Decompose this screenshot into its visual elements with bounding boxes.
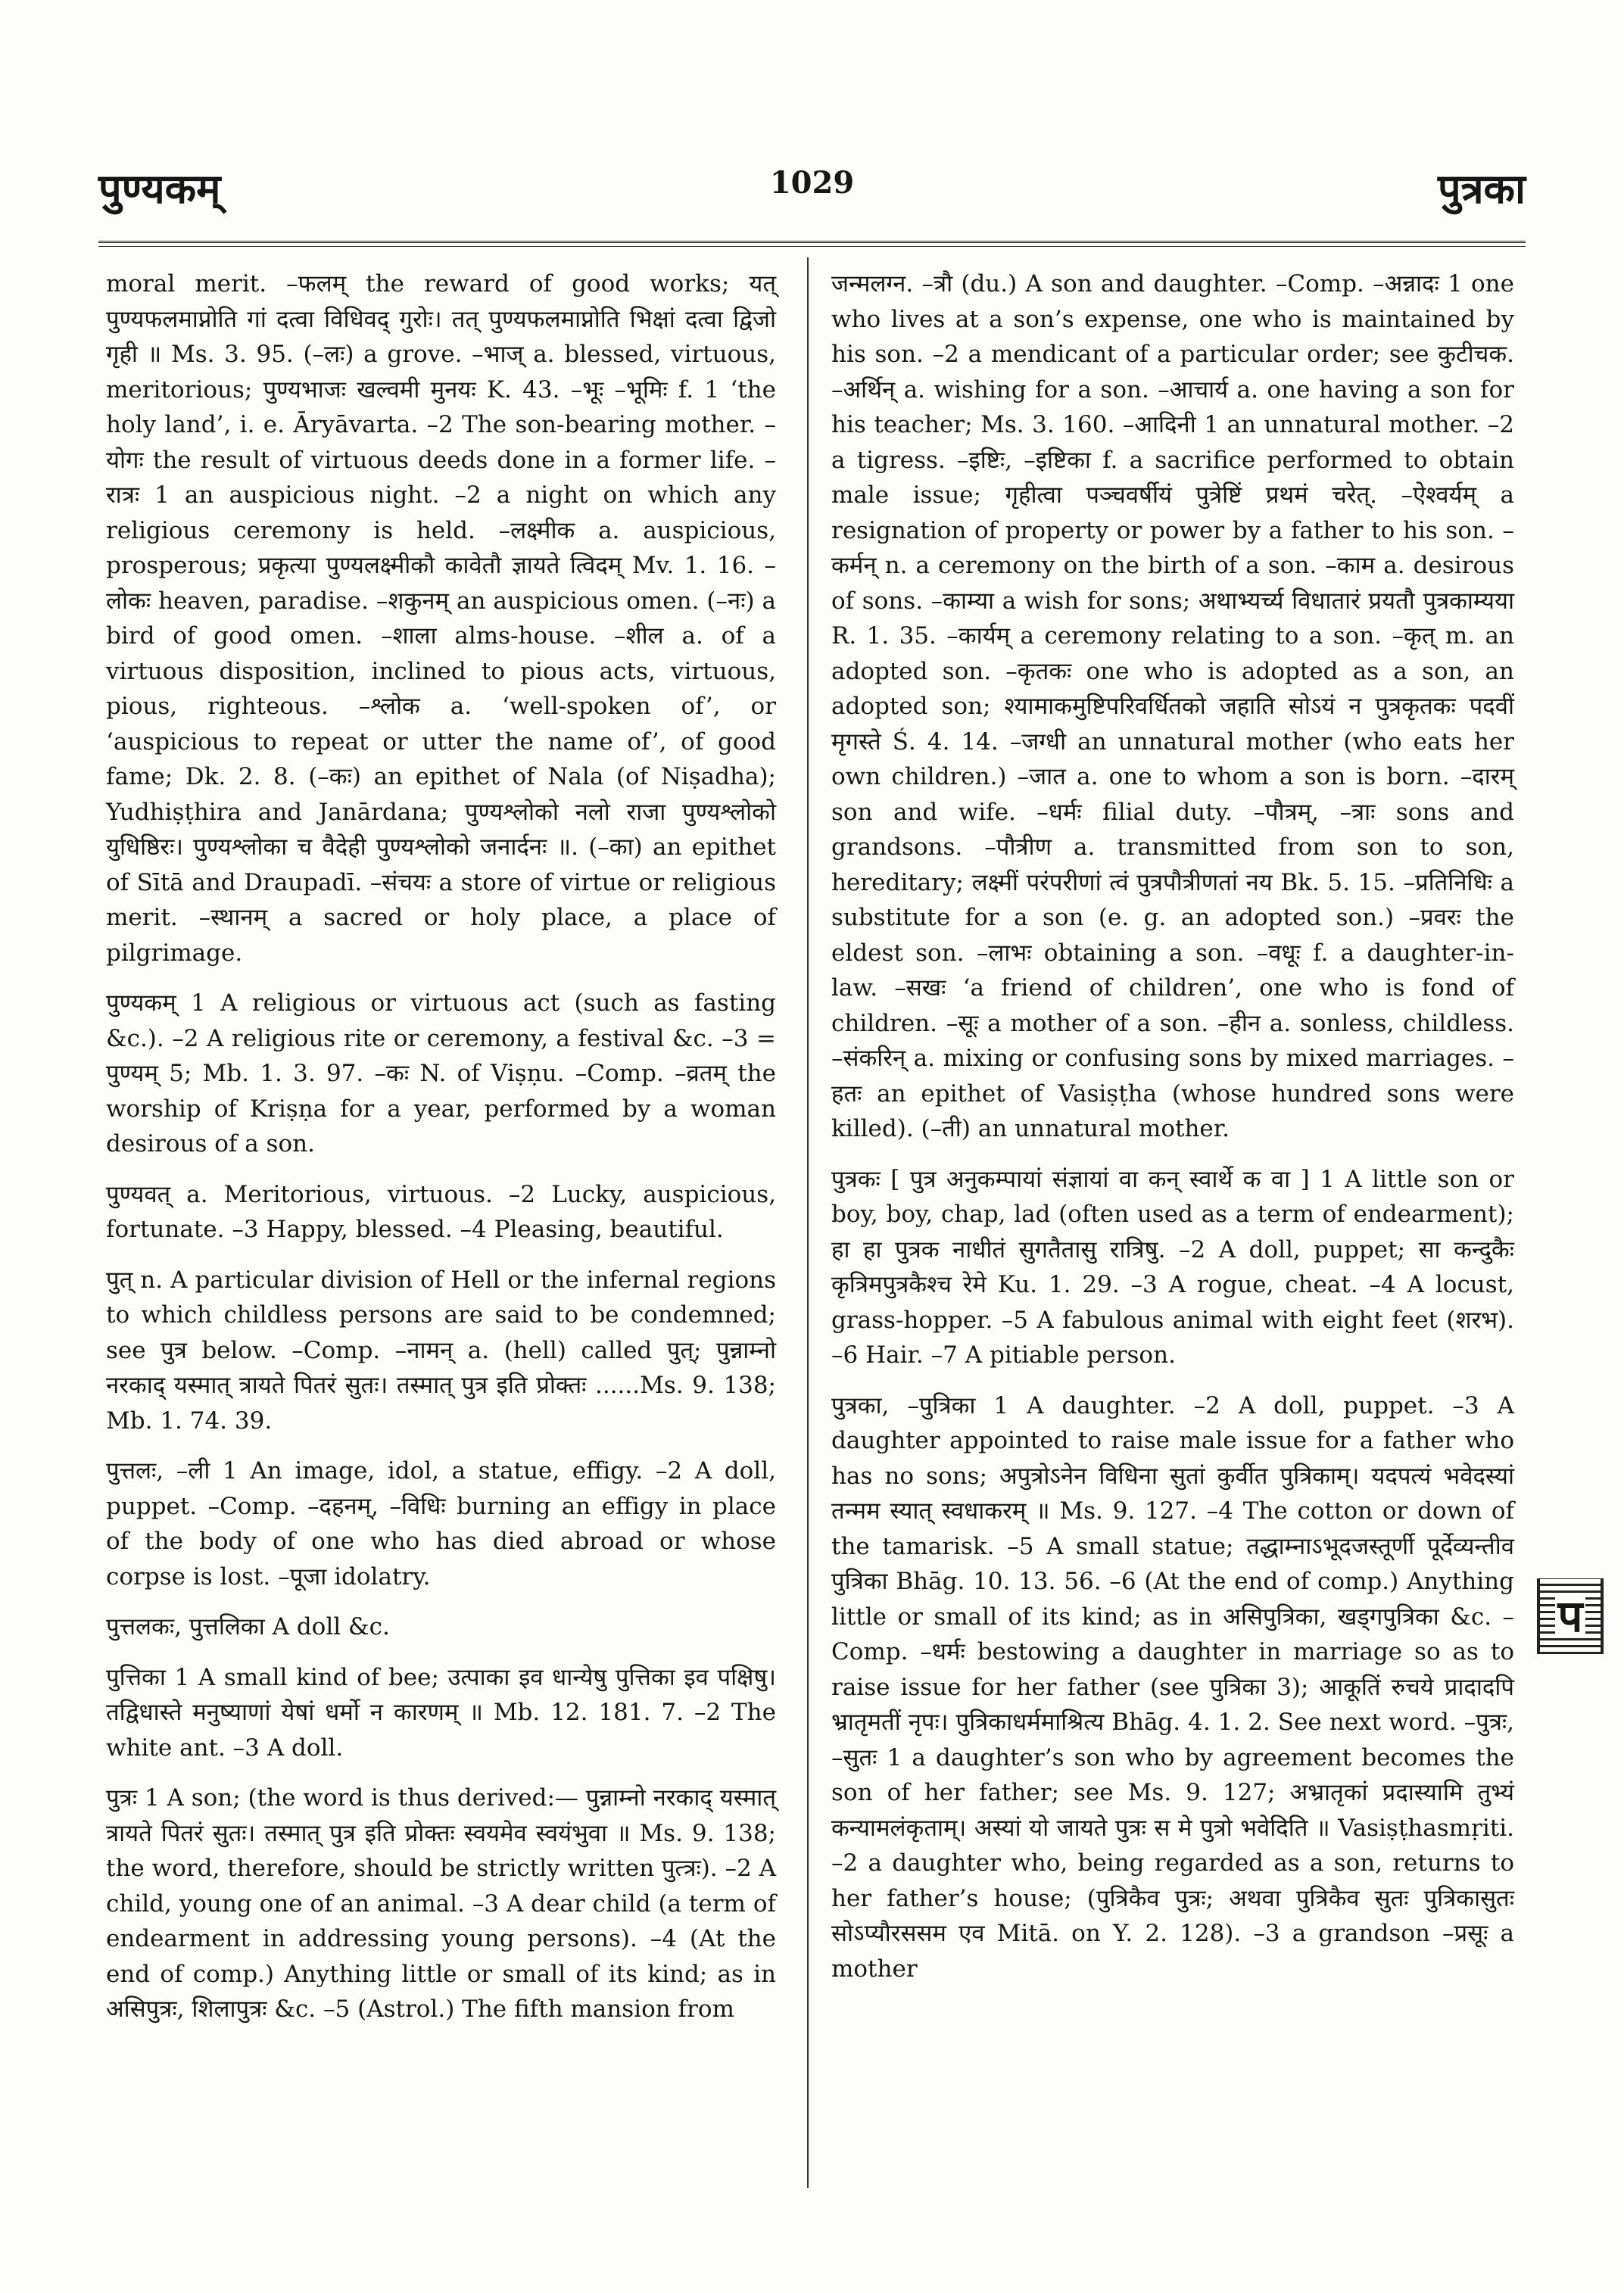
page-number: 1029 [769, 165, 855, 201]
entry-putra: पुत्रः 1 A son; (the word is thus derived:— पुन्नाम्नो नरकाद् यस्मात् त्रायते पितरं सुतः। तस्मात् पुत्र इति प्रोक्तः स्वयमेव स्वयंभुवा ॥ Ms. 9. 138; the word, therefore, should be strictly written पुत्त्रः). –2 A child, young one of an animal. –3 A dear child (a term of endearment in addressing young persons). –4 (At the end of comp.) Anything little or small of its kind; as in असिपुत्रः, शिलापुत्रः &c. –5 (Astrol.) The fifth mansion from [106, 1784, 776, 2023]
column-divider [807, 257, 809, 2188]
entry-puttalaka: पुत्तलकः, पुत्तलिका A doll &c. [106, 1613, 390, 1640]
entry-putraka: पुत्रकः [ पुत्र अनुकम्पायां संज्ञायां वा कन् स्वार्थे क वा ] 1 A little son or boy, boy, chap, lad (often used as a term of endearment); हा हा पुत्रक नाधीतं सुगतैतासु रात्रिषु. –2 A doll, puppet; सा कन्दुकैः कृत्रिमपुत्रकैश्च रेमे Ku. 1. 29. –3 A rogue, cheat. –4 A locust, grass-hopper. –5 A fabulous animal with eight feet (शरभ). –6 Hair. –7 A pitiable person. [831, 1165, 1514, 1369]
running-header [98, 159, 1526, 227]
entry-continuation: moral merit. –फलम् the reward of good works; यत् पुण्यफलमाप्नोति गां दत्वा विधिवद् गुरोः। तत् पुण्यफलमाप्नोति भिक्षां दत्वा द्विजो गृही ॥ Ms. 3. 95. (–लः) a grove. –भाज् a. blessed, virtuous, meritorious; पुण्यभाजः खल्वमी मुनयः K. 43. –भूः –भूमिः f. 1 ‘the holy land’, i. e. Āryāvarta. –2 The son-bearing mother. –योगः the result of virtuous deeds done in a former life. –रात्रः 1 an auspicious night. –2 a night on which any religious ceremony is held. –लक्ष्मीक a. auspicious, prosperous; प्रकृत्या पुण्यलक्ष्मीकौ कावेतौ ज्ञायते त्विदम् Mv. 1. 16. –लोकः heaven, paradise. –शकुनम् an auspicious omen. (–नः) a bird of good omen. –शाला alms-house. –शील a. of a virtuous disposition, inclined to pious acts, virtuous, pious, righteous. –श्लोक a. ‘well-spoken of’, or ‘auspicious to repeat or utter the name of’, of good fame; Dk. 2. 8. (–कः) an epithet of Nala (of Niṣadha); Yudhiṣṭhira and Janārdana; पुण्यश्लोको नलो राजा पुण्यश्लोको युधिष्ठिरः। पुण्यश्लोका च वैदेही पुण्यश्लोको जनार्दनः ॥. (–का) an epithet of Sītā and Draupadī. –संचयः a store of virtue or religious merit. –स्थानम् a sacred or holy place, a place of pilgrimage. [106, 270, 776, 967]
right-guide-word: पुत्रका [1438, 164, 1526, 213]
thumb-index-tab [1537, 1578, 1604, 1654]
left-guide-word: पुण्यकम् [98, 164, 221, 213]
entry-puttika: पुत्तिका 1 A small kind of bee; उत्पाका इव धान्येषु पुत्तिका इव पक्षिषु। तद्विधास्ते मनुष्याणां येषां धर्मो न कारणम् ॥ Mb. 12. 181. 7. –2 The white ant. –3 A doll. [106, 1663, 776, 1762]
entry-put: पुत् n. A particular division of Hell or the infernal regions to which childless persons are said to be condemned; see पुत्र below. –Comp. –नामन् a. (hell) called पुत्; पुन्नाम्नो नरकाद् यस्मात् त्रायते पितरं सुतः। तस्मात् पुत्र इति प्रोक्तः ......Ms. 9. 138; Mb. 1. 74. 39. [106, 1266, 776, 1435]
entry-punyakam: पुण्यकम् 1 A religious or virtuous act (such as fasting &c.). –2 A religious rite or ceremony, a festival &c. –3 = पुण्यम् 5; Mb. 1. 3. 97. –कः N. of Viṣṇu. –Comp. –व्रतम् the worship of Kriṣṇa for a year, performed by a woman desirous of a son. [106, 989, 776, 1157]
entry-puttala: पुत्तलः, –ली 1 An image, idol, a statue, effigy. –2 A doll, puppet. –Comp. –दहनम्, –विधिः burning an effigy in place of the body of one who has died abroad or whose corpse is lost. –पूजा idolatry. [106, 1457, 776, 1590]
left-column [106, 266, 776, 2027]
thumb-index-letter: प [1555, 1594, 1586, 1638]
header-rule [98, 241, 1526, 247]
entry-putrika: पुत्रका, –पुत्रिका 1 A daughter. –2 A doll, puppet. –3 A daughter appointed to raise male issue for a father who has no sons; अपुत्रोऽनेन विधिना सुतां कुर्वीत पुत्रिकाम्। यदपत्यं भवेदस्यां तन्मम स्यात् स्वधाकरम् ॥ Ms. 9. 127. –4 The cotton or down of the tamarisk. –5 A small statue; तद्धाम्नाऽभूदजस्तूर्णी पूर्देव्यन्तीव पुत्रिका Bhāg. 10. 13. 56. –6 (At the end of comp.) Anything little or small of its kind; as in असिपुत्रिका, खड्गपुत्रिका &c. –Comp. –धर्मः bestowing a daughter in marriage so as to raise issue for her father (see पुत्रिका 3); आकूतिं रुचये प्रादादपि भ्रातृमतीं नृपः। पुत्रिकाधर्ममाश्रित्य Bhāg. 4. 1. 2. See next word. –पुत्रः, –सुतः 1 a daughter’s son who by agreement becomes the son of her father; see Ms. 9. 127; अभ्रातृकां प्रदास्यामि तुभ्यं कन्यामलंकृताम्। अस्यां यो जायते पुत्रः स मे पुत्रो भवेदिति ॥ Vasiṣṭhasmṛiti. –2 a daughter who, being regarded as a son, returns to her father’s house; (पुत्रिकैव पुत्रः; अथवा पुत्रिकैव सुतः पुत्रिकासुतः सोऽप्यौरससम एव Mitā. on Y. 2. 128). –3 a grandson –प्रसूः a mother [831, 1391, 1514, 1983]
right-column [831, 266, 1514, 1986]
entry-putra-continuation: जन्मलग्न. –त्रौ (du.) A son and daughter. –Comp. –अन्नादः 1 one who lives at a son’s expense, one who is maintained by his son. –2 a mendicant of a particular order; see कुटीचक. –अर्थिन् a. wishing for a son. –आचार्य a. one having a son for his teacher; Ms. 3. 160. –आदिनी 1 an unnatural mother. –2 a tigress. –इष्टिः, –इष्टिका f. a sacrifice performed to obtain male issue; गृहीत्वा पञ्चवर्षीयं पुत्रेष्टिं प्रथमं चरेत्. –ऐश्वर्यम् a resignation of property or power by a father to his son. –कर्मन् n. a ceremony on the birth of a son. –काम a. desirous of sons. –काम्या a wish for sons; अथाभ्यर्च्य विधातारं प्रयतौ पुत्रकाम्यया R. 1. 35. –कार्यम् a ceremony relating to a son. –कृत् m. an adopted son. –कृतकः one who is adopted as a son, an adopted son; श्यामाकमुष्टिपरिवर्धितको जहाति सोऽयं न पुत्रकृतकः पदवीं मृगस्ते Ś. 4. 14. –जग्धी an unnatural mother (who eats her own children.) –जात a. one to whom a son is born. –दारम् son and wife. –धर्मः filial duty. –पौत्रम्, –त्राः sons and grandsons. –पौत्रीण a. transmitted from son to son, hereditary; लक्ष्मीं परंपरीणां त्वं पुत्रपौत्रीणतां नय Bk. 5. 15. –प्रतिनिधिः a substitute for a son (e. g. an adopted son.) –प्रवरः the eldest son. –लाभः obtaining a son. –वधूः f. a daughter-in-law. –सखः ‘a friend of children’, one who is fond of children. –सूः a mother of a son. –हीन a. sonless, childless. –संकरिन् a. mixing or confusing sons by mixed marriages. –हतः an epithet of Vasiṣṭha (whose hundred sons were killed). (–ती) an unnatural mother. [831, 270, 1514, 1142]
entry-punyavat: पुण्यवत् a. Meritorious, virtuous. –2 Lucky, auspicious, fortunate. –3 Happy, blessed. –4 Pleasing, beautiful. [106, 1180, 776, 1243]
